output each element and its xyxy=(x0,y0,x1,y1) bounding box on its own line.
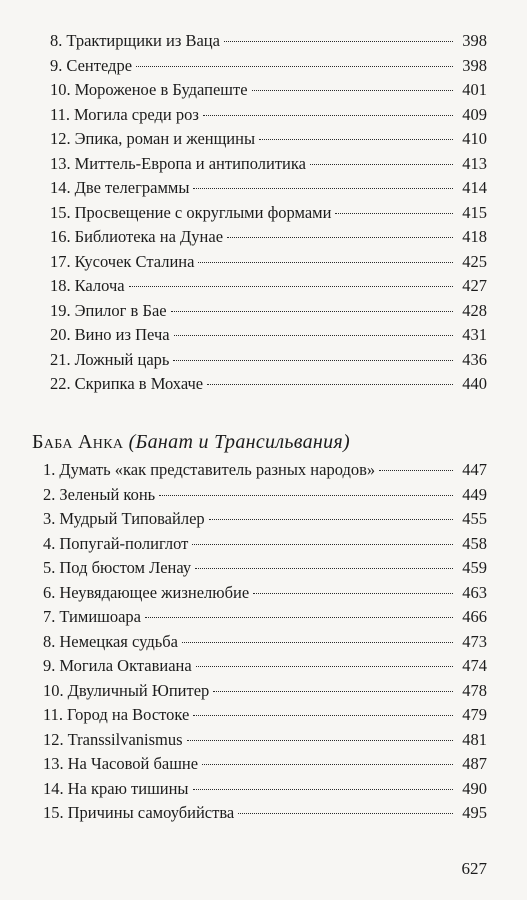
toc-entry-title: Мудрый Типовайлер xyxy=(59,509,205,528)
toc-entry-title: Мороженое в Будапеште xyxy=(74,80,248,99)
toc-entry-title: Неувядающее жизнелюбие xyxy=(59,582,250,602)
toc-entry xyxy=(0,777,527,802)
toc-entry-title: Трактирщики из Ваца xyxy=(66,31,220,50)
toc-entry-title: Под бюстом Ленау xyxy=(59,558,192,577)
toc-entry-number: 11. xyxy=(43,705,64,724)
toc-entry xyxy=(0,103,527,128)
toc-entry-page: 436 xyxy=(462,349,487,369)
toc-entry-number: 10. xyxy=(50,80,71,99)
toc-entry-title: Библиотека на Дунае xyxy=(74,227,224,246)
dot-leader xyxy=(379,470,453,471)
toc-entry-title: Сентедре xyxy=(66,55,133,75)
toc-entry xyxy=(0,152,527,177)
toc-entry-title: Попугай-полиглот xyxy=(59,533,189,553)
toc-entry-page: 413 xyxy=(462,153,487,173)
toc-entry xyxy=(0,630,527,655)
toc-entry-number: 13. xyxy=(50,153,71,173)
toc-entry-title: Калоча xyxy=(74,276,125,295)
toc-entry xyxy=(0,54,527,79)
toc-entry xyxy=(0,752,527,777)
toc-entry xyxy=(0,127,527,152)
toc-entry xyxy=(0,507,527,532)
toc-entry-number: 12. xyxy=(50,129,71,148)
toc-list-part1 xyxy=(0,29,527,397)
toc-entry-page: 415 xyxy=(462,202,487,222)
toc-entry-number: 13. xyxy=(43,754,64,773)
toc-entry-page: 481 xyxy=(462,729,487,749)
toc-entry-number: 2. xyxy=(43,484,56,504)
toc-entry-number: 17. xyxy=(50,251,71,271)
toc-entry-title: Скрипка в Мохаче xyxy=(74,374,204,393)
dot-leader xyxy=(213,691,453,692)
toc-entry-title: Могила среди роз xyxy=(74,104,199,124)
toc-entry xyxy=(0,679,527,704)
dot-leader xyxy=(145,617,453,618)
toc-entry-number: 1. xyxy=(43,460,56,479)
toc-entry-page: 487 xyxy=(462,754,487,773)
toc-entry-title: Миттель-Европа и антиполитика xyxy=(74,153,306,173)
toc-entry xyxy=(0,532,527,557)
page-number: 627 xyxy=(461,859,487,878)
toc-entry-page: 458 xyxy=(462,533,487,553)
toc-entry-page: 463 xyxy=(462,582,487,602)
toc-entry-page: 398 xyxy=(462,55,487,75)
toc-entry xyxy=(0,348,527,373)
toc-entry-page: 431 xyxy=(462,325,487,344)
toc-entry-page: 455 xyxy=(462,509,487,528)
toc-entry-number: 20. xyxy=(50,325,71,344)
dot-leader xyxy=(335,213,453,214)
toc-entry-number: 11. xyxy=(50,104,71,124)
dot-leader xyxy=(209,519,453,520)
toc-entry-title: Зеленый конь xyxy=(59,484,156,504)
dot-leader xyxy=(192,544,453,545)
toc-entry-title: Две телеграммы xyxy=(74,178,190,197)
toc-entry-title: Тимишоара xyxy=(59,607,141,626)
dot-leader xyxy=(174,335,453,336)
toc-entry xyxy=(0,458,527,483)
toc-entry-title: Город на Востоке xyxy=(67,705,190,724)
toc-entry xyxy=(0,29,527,54)
section-heading xyxy=(32,428,350,456)
toc-entry xyxy=(0,299,527,324)
toc-entry-page: 410 xyxy=(462,129,487,148)
toc-entry-page: 427 xyxy=(462,276,487,295)
toc-entry xyxy=(0,654,527,679)
toc-entry-title: Transsilvanismus xyxy=(67,729,183,749)
toc-entry-page: 459 xyxy=(462,558,487,577)
toc-entry xyxy=(0,78,527,103)
toc-entry-title: На Часовой башне xyxy=(67,754,199,773)
toc-entry xyxy=(0,556,527,581)
toc-entry-page: 490 xyxy=(462,778,487,798)
toc-entry xyxy=(0,274,527,299)
toc-entry-title: Эпика, роман и женщины xyxy=(74,129,256,148)
dot-leader xyxy=(193,789,453,790)
dot-leader xyxy=(202,764,453,765)
toc-entry-title: Немецкая судьба xyxy=(59,631,178,651)
toc-entry-title: Ложный царь xyxy=(74,349,170,369)
toc-entry-number: 6. xyxy=(43,582,56,602)
toc-entry-number: 9. xyxy=(43,656,56,675)
toc-entry-page: 428 xyxy=(462,300,487,320)
toc-entry-number: 14. xyxy=(43,778,64,798)
toc-entry-number: 5. xyxy=(43,558,56,577)
toc-entry-page: 401 xyxy=(462,80,487,99)
toc-entry-page: 478 xyxy=(462,680,487,700)
toc-entry-number: 12. xyxy=(43,729,64,749)
toc-entry-number: 3. xyxy=(43,509,56,528)
toc-entry-number: 15. xyxy=(43,803,64,822)
toc-entry xyxy=(0,372,527,397)
toc-entry-title: Эпилог в Бае xyxy=(74,300,167,320)
toc-entry-number: 15. xyxy=(50,202,71,222)
toc-entry-title: Просвещение с округлыми формами xyxy=(74,202,332,222)
dot-leader xyxy=(129,286,453,287)
dot-leader xyxy=(203,115,453,116)
toc-list-part2 xyxy=(0,458,527,826)
toc-entry-title: Вино из Печа xyxy=(74,325,170,344)
dot-leader xyxy=(159,495,453,496)
toc-entry-page: 479 xyxy=(462,705,487,724)
toc-entry xyxy=(0,323,527,348)
toc-entry-page: 449 xyxy=(462,484,487,504)
dot-leader xyxy=(195,568,453,569)
section-heading-title: Баба Анка xyxy=(32,431,124,453)
toc-entry-number: 22. xyxy=(50,374,71,393)
toc-entry-title: Кусочек Сталина xyxy=(74,251,195,271)
toc-entry-page: 440 xyxy=(462,374,487,393)
toc-entry-number: 10. xyxy=(43,680,64,700)
toc-entry-page: 474 xyxy=(462,656,487,675)
dot-leader xyxy=(252,90,453,91)
dot-leader xyxy=(193,715,453,716)
toc-entry xyxy=(0,250,527,275)
dot-leader xyxy=(198,262,453,263)
dot-leader xyxy=(196,666,453,667)
dot-leader xyxy=(238,813,453,814)
toc-entry xyxy=(0,483,527,508)
dot-leader xyxy=(227,237,453,238)
dot-leader xyxy=(171,311,453,312)
dot-leader xyxy=(310,164,453,165)
dot-leader xyxy=(136,66,453,67)
toc-entry-page: 447 xyxy=(462,460,487,479)
toc-entry-page: 495 xyxy=(462,803,487,822)
toc-entry xyxy=(0,801,527,826)
dot-leader xyxy=(253,593,453,594)
toc-entry-number: 9. xyxy=(50,55,63,75)
toc-entry-title: Думать «как представитель разных народов» xyxy=(59,460,376,479)
toc-entry-page: 466 xyxy=(462,607,487,626)
toc-entry-number: 8. xyxy=(43,631,56,651)
toc-entry-title: Причины самоубийства xyxy=(67,803,235,822)
toc-entry-title: Могила Октавиана xyxy=(59,656,192,675)
dot-leader xyxy=(193,188,453,189)
toc-entry-page: 398 xyxy=(462,31,487,50)
toc-entry-number: 18. xyxy=(50,276,71,295)
toc-entry-title: Двуличный Юпитер xyxy=(67,680,210,700)
dot-leader xyxy=(182,642,453,643)
toc-entry-number: 8. xyxy=(50,31,63,50)
toc-entry-page: 409 xyxy=(462,104,487,124)
toc-entry-number: 19. xyxy=(50,300,71,320)
dot-leader xyxy=(187,740,453,741)
toc-entry-page: 414 xyxy=(462,178,487,197)
toc-entry xyxy=(0,728,527,753)
toc-entry-number: 14. xyxy=(50,178,71,197)
toc-entry-number: 16. xyxy=(50,227,71,246)
toc-entry-page: 425 xyxy=(462,251,487,271)
toc-entry-number: 21. xyxy=(50,349,71,369)
toc-entry xyxy=(0,201,527,226)
toc-entry xyxy=(0,703,527,728)
toc-entry-title: На краю тишины xyxy=(67,778,189,798)
toc-entry xyxy=(0,581,527,606)
toc-entry xyxy=(0,176,527,201)
dot-leader xyxy=(259,139,453,140)
dot-leader xyxy=(224,41,453,42)
section-heading-region: (Банат и Трансильвания) xyxy=(128,431,350,453)
dot-leader xyxy=(207,384,453,385)
toc-entry-number: 4. xyxy=(43,533,56,553)
toc-entry-page: 473 xyxy=(462,631,487,651)
toc-entry xyxy=(0,605,527,630)
toc-entry-number: 7. xyxy=(43,607,56,626)
toc-entry-page: 418 xyxy=(462,227,487,246)
toc-entry xyxy=(0,225,527,250)
dot-leader xyxy=(173,360,453,361)
